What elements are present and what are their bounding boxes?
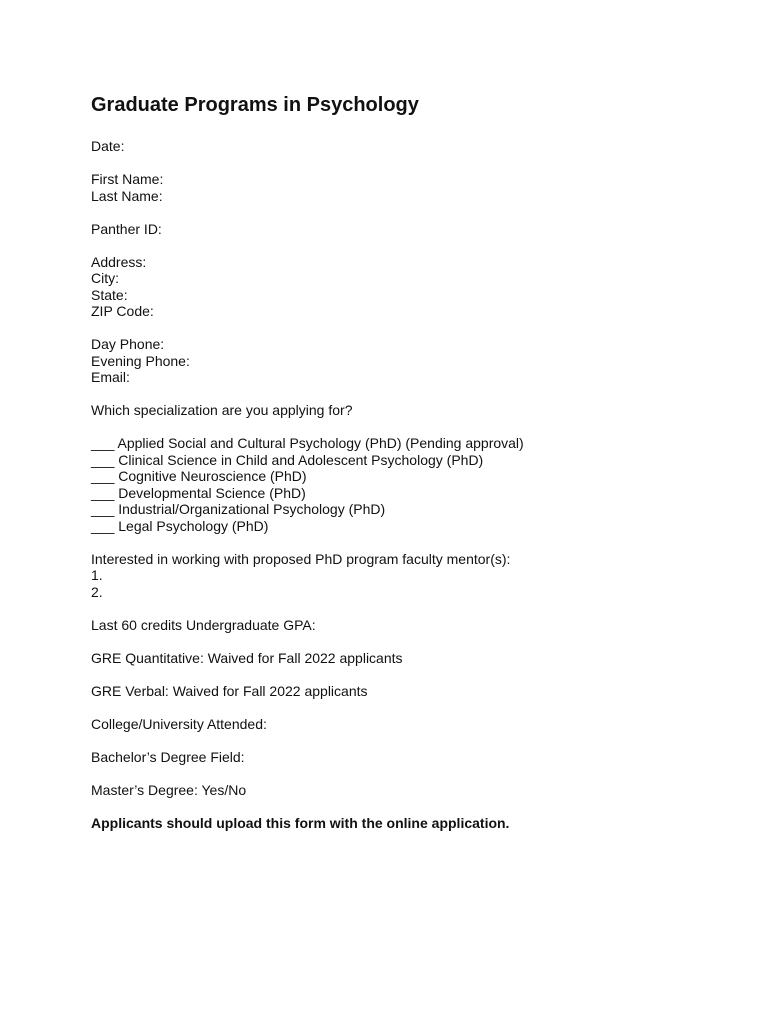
last-name-field: Last Name: <box>91 187 163 204</box>
masters-field: Master’s Degree: Yes/No <box>91 781 247 798</box>
day-phone-field: Day Phone: <box>91 336 165 352</box>
state-field: State: <box>91 286 128 303</box>
spacer <box>91 419 731 436</box>
specialization-option: ___ Legal Psychology (PhD) <box>91 517 269 534</box>
upload-instruction: Applicants should upload this form with the online application. <box>91 814 510 831</box>
panther-id-field: Panther ID: <box>91 220 162 237</box>
spacer <box>91 386 731 403</box>
date-field: Date: <box>91 138 125 154</box>
evening-phone-field: Evening Phone: <box>91 352 190 369</box>
specialization-option: ___ Clinical Science in Child and Adolescent Psychology (PhD) <box>91 451 484 468</box>
college-field: College/University Attended: <box>91 715 267 732</box>
spacer <box>91 699 731 716</box>
spacer <box>91 155 731 172</box>
spacer <box>91 765 731 782</box>
city-field: City: <box>91 270 119 286</box>
spacer <box>91 534 731 551</box>
spacer <box>91 666 731 683</box>
gpa-field: Last 60 credits Undergraduate GPA: <box>91 616 316 633</box>
specialization-question: Which specialization are you applying for? <box>91 402 353 418</box>
spacer <box>91 798 731 815</box>
specialization-option: ___ Developmental Science (PhD) <box>91 484 306 501</box>
mentor-prompt: Interested in working with proposed PhD program faculty mentor(s): <box>91 550 511 567</box>
spacer <box>91 633 731 650</box>
spacer <box>91 600 731 617</box>
address-field: Address: <box>91 253 147 270</box>
spacer <box>91 732 731 749</box>
zip-field: ZIP Code: <box>91 303 154 319</box>
form-content <box>91 92 731 831</box>
first-name-field: First Name: <box>91 171 164 187</box>
specialization-option: ___ Applied Social and Cultural Psychology (PhD) (Pending approval) <box>91 435 524 451</box>
spacer <box>91 204 731 221</box>
spacer <box>91 237 731 254</box>
page-title: Graduate Programs in Psychology <box>91 94 419 116</box>
specialization-option: ___ Cognitive Neuroscience (PhD) <box>91 468 307 484</box>
mentor-line: 1. <box>91 567 103 583</box>
gre-verbal-field: GRE Verbal: Waived for Fall 2022 applicants <box>91 682 368 699</box>
spacer <box>91 320 731 337</box>
mentor-line: 2. <box>91 583 103 600</box>
specialization-option: ___ Industrial/Organizational Psychology (PhD) <box>91 501 386 517</box>
gre-quantitative-field: GRE Quantitative: Waived for Fall 2022 applicants <box>91 649 403 666</box>
bachelors-field: Bachelor’s Degree Field: <box>91 748 245 765</box>
email-field: Email: <box>91 369 130 385</box>
